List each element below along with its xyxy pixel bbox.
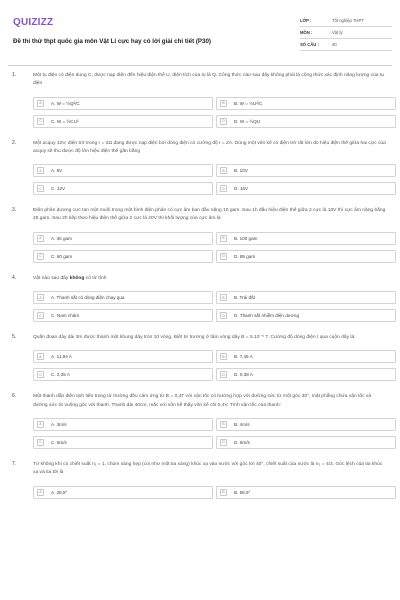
option-letter: C (37, 253, 44, 260)
option-text: B. 7,45 A (234, 354, 253, 360)
option-letter: B (220, 294, 227, 301)
option-letter: B (220, 489, 227, 496)
option-text: C. 60 gam (51, 253, 73, 259)
answer-option[interactable] (33, 368, 213, 381)
option-letter: A (37, 353, 44, 360)
question (0, 72, 400, 128)
option-text: D. 85 gam (234, 253, 256, 259)
answer-options (33, 418, 386, 449)
answer-option[interactable] (33, 182, 213, 195)
option-text: D. 16V (234, 186, 249, 192)
option-text: A. 11,94 A (51, 354, 72, 360)
option-text: A. 35 gam (51, 235, 72, 241)
answer-option[interactable] (216, 436, 396, 449)
answer-option[interactable] (33, 232, 213, 245)
meta-row-subject (300, 27, 392, 39)
option-letter: C (37, 118, 44, 125)
meta-key: SỐ CÂU : (300, 42, 319, 47)
option-letter: B (220, 167, 227, 174)
meta-key: LỚP : (300, 18, 312, 23)
option-text: B. 10V (234, 168, 248, 174)
option-letter: C (37, 439, 44, 446)
option-letter: C (37, 371, 44, 378)
answer-option[interactable] (33, 309, 213, 322)
option-text: C. 12V (51, 186, 66, 192)
meta-row-class (300, 15, 392, 27)
meta-value: Tốt nghiệp THPT (332, 18, 364, 23)
answer-option[interactable] (33, 250, 213, 263)
answer-option[interactable] (216, 182, 396, 195)
question (0, 461, 400, 499)
answer-option[interactable] (216, 164, 396, 177)
answer-options (33, 232, 386, 263)
option-letter: B (220, 421, 227, 428)
header-divider (8, 65, 392, 66)
answer-option[interactable] (33, 418, 213, 431)
option-text: A. Thanh sắt có dòng điện chạy qua (51, 295, 125, 301)
option-text: B. Trái đất (234, 295, 255, 301)
question (0, 393, 400, 449)
question-number: 6. (12, 393, 17, 400)
question-text: Từ không khí có chiết suất n₁ = 1, chùm sáng hẹp (coi như một tia sáng) khúc xạ vào nước với góc tới 40°, chiết suất của nước là n₂ = 4/3. Góc lệch của tia khúc xạ và tia tới là (33, 461, 383, 476)
meta-value: 40 (332, 42, 337, 47)
option-letter: A (37, 100, 44, 107)
option-letter: A (37, 235, 44, 242)
question (0, 207, 400, 263)
answer-options (33, 97, 386, 128)
option-text: A. 8V (51, 168, 63, 174)
answer-option[interactable] (216, 291, 396, 304)
answer-option[interactable] (216, 368, 396, 381)
option-letter: A (37, 489, 44, 496)
option-text: D. Thanh sắt nhiễm điện dương (234, 313, 299, 319)
option-text: B. 58,9° (234, 489, 251, 495)
option-text: B. W = ½U²/C (234, 100, 263, 106)
option-letter: D (220, 371, 227, 378)
answer-option[interactable] (216, 486, 396, 499)
answer-option[interactable] (33, 97, 213, 110)
question-text-part: Vật nào sau đây (33, 275, 70, 281)
answer-option[interactable] (33, 164, 213, 177)
answer-options (33, 164, 386, 195)
option-letter: B (220, 353, 227, 360)
question-number: 1. (12, 72, 17, 78)
meta-value: Vật lý (332, 30, 343, 35)
option-letter: B (220, 100, 227, 107)
meta-table (300, 15, 392, 51)
option-text: C. W = ½CU² (51, 118, 79, 124)
question-text-part: có từ tính (84, 275, 107, 281)
option-letter: D (220, 312, 227, 319)
answer-option[interactable] (33, 486, 213, 499)
option-text: C. 5m/s (51, 439, 67, 445)
option-text: A. 3m/s (51, 421, 67, 427)
question-text: Quấn đoạn dây dài 3m được thành một khung dây tròn 10 vòng. Biết từ trường ở tâm vòng dây B = 5.10⁻⁵ T. Cường độ dòng điện I qua cuộn dây là: (33, 335, 356, 341)
answer-option[interactable] (216, 115, 396, 128)
option-letter: C (37, 312, 44, 319)
answer-option[interactable] (216, 232, 396, 245)
option-letter: D (220, 439, 227, 446)
answer-option[interactable] (216, 350, 396, 363)
option-text: A. 28,8° (51, 489, 68, 495)
worksheet-title: Đề thi thử thpt quốc gia môn Vật Lí cực hay có lời giải chi tiết (P30) (13, 38, 211, 45)
option-text: C. Nam châm (51, 313, 80, 319)
option-letter: D (220, 185, 227, 192)
question-text: Một tụ điện có điện dung C, được nạp điện đến hiệu điện thế U, điện tích của tụ là Q. Công thức nào sau đây không phải là công thức xác định năng lượng của tụ điện (33, 73, 384, 87)
answer-option[interactable] (216, 418, 396, 431)
answer-options (33, 291, 386, 322)
option-letter: D (220, 118, 227, 125)
meta-row-question-count (300, 39, 392, 51)
option-text: B. 4m/s (234, 421, 250, 427)
question (0, 334, 400, 381)
worksheet-header (8, 10, 392, 60)
option-text: A. W = ½Q²/C (51, 100, 80, 106)
answer-option[interactable] (216, 309, 396, 322)
option-letter: A (37, 421, 44, 428)
question (0, 140, 400, 196)
option-letter: D (220, 253, 227, 260)
answer-options (33, 350, 386, 381)
answer-option[interactable] (33, 291, 213, 304)
question-list (0, 72, 400, 499)
option-letter: A (37, 167, 44, 174)
option-text: D. 6m/s (234, 439, 250, 445)
answer-option[interactable] (216, 97, 396, 110)
option-text: B. 100 gam (234, 235, 258, 241)
option-letter: C (37, 185, 44, 192)
question-text: Điện phân dương cực tan một muối trong một bình điện phân có cực âm ban đầu nặng 10 gam. Sau 1h đầu hiệu điện thế giữa 2 cực là 10V thì cực âm nặng bằng 25 gam. Sau 2h tiếp theo hiệu điện thế giữa 2 cực là 20V thì khối lượng của cực âm là (33, 208, 386, 222)
question (0, 275, 400, 322)
question-number: 5. (12, 334, 17, 341)
question-text: Một thanh dẫn điện tịnh tiến trong từ trường đều cảm ứng từ B = 0,4T với vận tốc có hướng hợp với đường sức từ một góc 30°, mặt phẳng chứa vận tốc và đường sức từ vuông góc với thanh. Thanh dài 40cm, mắc với vôn kế thấy vôn kế chỉ 0,4V. Tính vận tốc của thanh: (33, 394, 372, 408)
option-letter: B (220, 235, 227, 242)
question-text (33, 275, 386, 283)
answer-option[interactable] (33, 115, 213, 128)
option-text: D. 0,38 A (234, 372, 253, 378)
answer-option[interactable] (33, 436, 213, 449)
question-text: Một acquy 12V, điện trở trong r = 2Ω đang được nạp điện bởi dòng điện có cường độ I = 2A. Dùng một vôn kế có điện trở rất lớn đo hiệu điện thế giữa hai cực của acquy sẽ thu được độ lớn hiệu điện thế gần bằng (33, 140, 386, 154)
question-number: 4. (12, 274, 17, 281)
question-number: 7. (12, 460, 17, 467)
answer-options (33, 486, 386, 499)
option-text: D. W = ½QU (234, 118, 261, 124)
meta-key: MÔN : (300, 30, 313, 35)
quizizz-logo: QUIZIZZ (13, 17, 54, 28)
answer-option[interactable] (33, 350, 213, 363)
option-letter: A (37, 294, 44, 301)
answer-option[interactable] (216, 250, 396, 263)
question-number: 3. (12, 207, 17, 214)
option-text: C. 2,35 A (51, 372, 70, 378)
question-text-emphasis: không (69, 275, 85, 281)
question-number: 2. (12, 139, 17, 146)
